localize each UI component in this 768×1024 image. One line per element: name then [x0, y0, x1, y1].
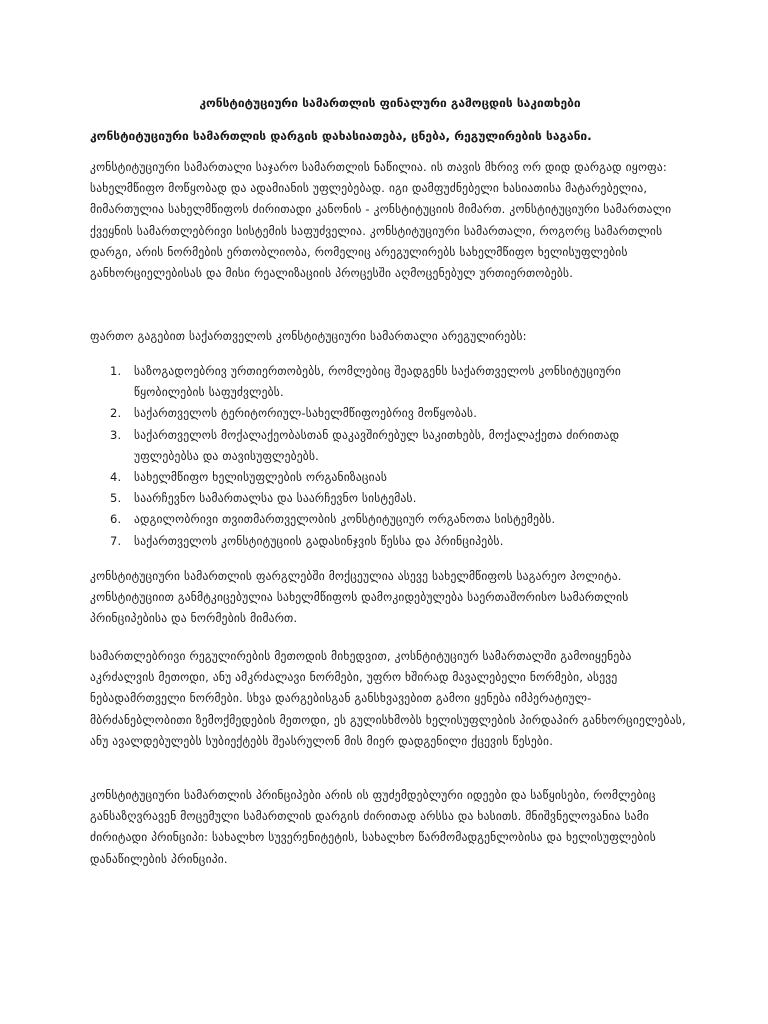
- list-item-number: 6.: [110, 512, 122, 527]
- list-item-text: საარჩევნო სამართალსა და საარჩევნო სისტემას.: [134, 491, 417, 506]
- list-item-text: საზოგადოებრივ ურთიერთობებს, რომლებიც შეადგენს საქართველოს კონსიტუციური წყობილების საფუძვლებს.: [134, 364, 622, 400]
- list-item-number: 1.: [110, 364, 122, 378]
- list-item-text: საქართველოს ტერიტორიულ-სახელმწიფოებრივ მოწყობას.: [134, 406, 478, 421]
- list-item-text: საქართველოს მოქალაქეობასთან დაკავშირებულ საკითხებს, მოქალაქეთა ძირითად უფლებებსა და თავისუფლებებს.: [134, 427, 620, 463]
- list-item-text: ადგილობრივი თვითმართველობის კონსტიტუციურ ორგანოთა სისტემებს.: [134, 512, 556, 527]
- list-item: [90, 509, 686, 530]
- list-item-number: 7.: [110, 533, 122, 548]
- regulation-list: [90, 361, 686, 552]
- list-item: [90, 467, 686, 488]
- document-title: კონსტიტუციური სამართლის ფინალური გამოცდის საკითხები: [199, 96, 581, 110]
- list-item-number: 5.: [110, 491, 122, 506]
- list-item: [90, 361, 686, 403]
- list-item-text: სახელმწიფო ხელისუფლების ორგანიზაციას: [134, 470, 388, 485]
- list-item-text: საქართველოს კონსტიტუციის გადასინჯვის წესსა და პრინციპებს.: [134, 533, 504, 548]
- list-item: [90, 531, 686, 552]
- paragraph-definition: კონსტიტუციური სამართალი საჯარო სამართლის ნაწილია. ის თავის მხრივ ორ დიდ დარგად იყოფა: სახელმწიფო მოწყობად და ადამიანის უფლებებად. იგი დამფუძნებელი ხასიათისა მატარებელია, მიმართულია სახელმწიფოს ძირითადი კანონის - კონსტიტუციის მიმართ. კონსტიტუციური სამართალი ქვეყნის სამართლებრივი სისტემის საფუძველია. კონსტიტუციური სამართალი, როგორც სამართლის დარგი, არის ნორმების ერთობლიობა, რომელიც არეგულირებს სახელმწიფო ხელისუფლების განხორციელებისას და მისი რეალიზაციის პროცესში აღმოცენებულ ურთიერთობებს.: [90, 160, 672, 281]
- list-item-number: 2.: [110, 406, 122, 421]
- list-item-number: 4.: [110, 470, 122, 485]
- paragraph-principles: კონსტიტუციური სამართლის პრინციპები არის ის ფუძემდებლური იდეები და საწყისები, რომლებიც განსაზღვრავენ მოცემული სამართლის დარგის ძირითად არსსა და ხასითს. მნიშვნელოვანია სამი ძირიტადი პრინციპი: სახალხო სუვერენიტეტის, სახალხო წარმომადგენლობისა და ხელისუფლების დანაწილების პრინციპი.: [90, 788, 656, 866]
- paragraph-list-intro: ფართო გაგებით საქართველოს კონსტიტუციური სამართალი არეგულირებს:: [90, 329, 527, 343]
- list-item: [90, 488, 686, 509]
- list-item: [90, 425, 686, 467]
- list-item-number: 3.: [110, 427, 122, 442]
- paragraph-foreign-policy: კონსტიტუციური სამართლის ფარგლებში მოქცეულია ასევე სახელმწიფოს საგარეო პოლიტა. კონსტიტუციით განმტკიცებულია სახელმწიფოს დამოკიდებულება საერთაშორისო სამართლის პრინციპებისა და ნორმების მიმართ.: [90, 569, 629, 626]
- section-heading: კონსტიტუციური სამართლის დარგის დახასიათება, ცნება, რეგულირების საგანი.: [90, 129, 592, 143]
- paragraph-regulation-method: სამართლებრივი რეგულირების მეთოდის მიხედვით, კოსნტიტუციურ სამართალში გამოიყენება აკრძალვის მეთოდი, ანუ ამკრძალავი ნორმები, უფრო ხშირად მავალებელი ნორმები, ასევე ნებადამრთველი ნორმები. სხვა დარგებისგან განსხვავებით გამოი ყენება იმპერატიულ-მბრძანებლობითი ზემოქმედების მეთოდი, ეს გულისხმობს ხელისუფლების პირდაპირ განხორციელებას, ანუ ავალდებულებს სუბიექტებს შეასრულონ მის მიერ დადგენილი ქცევის წესები.: [90, 649, 686, 748]
- list-item: [90, 403, 686, 424]
